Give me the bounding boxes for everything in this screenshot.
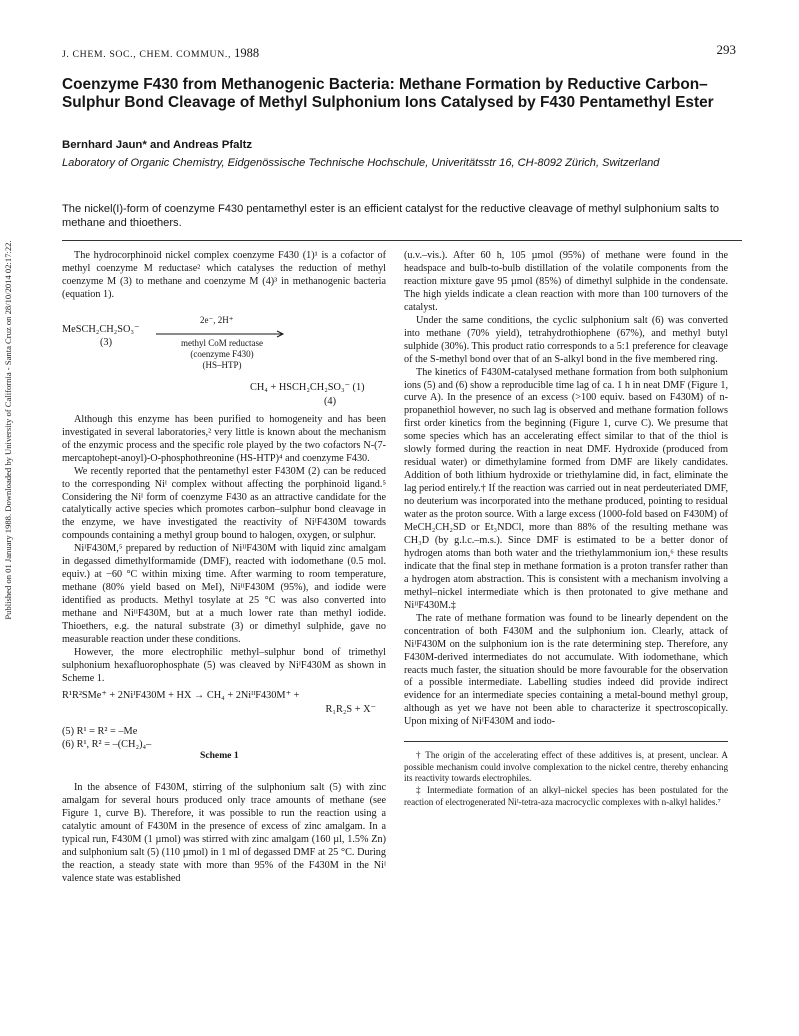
scheme-1 bbox=[62, 690, 386, 782]
condition-line: methyl CoM reductase bbox=[181, 337, 263, 348]
scheme-line: R₁R₂S + X⁻ bbox=[325, 703, 376, 715]
affiliation: Laboratory of Organic Chemistry, Eidgenössische Technische Hochschule, Univeritätsstr 16, CH-8092 Zürich, Switzerland bbox=[62, 157, 660, 169]
paragraph: The hydrocorphinoid nickel complex coenzyme F430 (1)¹ is a cofactor of methyl coenzyme M reductase² which catalyses the reduction of methyl coenzyme M (3) to methane and coenzyme M (4)³ in methanogenic bacteria (equation 1). bbox=[62, 250, 386, 300]
authors: Bernhard Jaun* and Andreas Pfaltz bbox=[62, 139, 253, 151]
paragraph: In the absence of F430M, stirring of the sulphonium salt (5) with zinc amalgam for several hours produced only trace amounts of methane (see Figure 1, curve B). Therefore, it was possible to run the reaction using a catalytic amount of F430M in the presence of excess of zinc amalgam. In a typical run, F430M (1 µmol) was stirred with zinc amalgam (160 µl, 1.5% Zn) and sulphonium salt (5) (110 µmol) in 1 ml of degassed DMF at 25 °C. During the reaction, a steady state with more than 95% of the F430M in the Niᴵ valence state was established bbox=[62, 781, 386, 884]
equation-reagents: 2e⁻, 2H⁺ bbox=[200, 314, 234, 325]
journal-year: 1988 bbox=[234, 46, 260, 60]
paragraph: Under the same conditions, the cyclic sulphonium salt (6) was converted into methane (70% yield), tetrahydrothiophene (67%), and methyl butyl sulphide (30%). This product ratio corresponds to a 5:1 preference for cleavage of the S-methyl bond over that of an S-alkyl bond in the five membered ring. bbox=[404, 314, 728, 365]
paragraph: (u.v.–vis.). After 60 h, 105 µmol (95%) of methane were found in the headspace and bulb-to-bulb distillation of the volatile components from the reaction mixture gave 95 µmol (85%) of dimethyl sulphide in the condensate. The high yields indicate a clean reaction with more than 100 turnovers of the catalyst. bbox=[404, 250, 728, 313]
scheme-caption: Scheme 1 bbox=[200, 749, 239, 761]
paragraph: The rate of methane formation was found to be linearly dependent on the concentration of both F430M and the sulphonium ion. Clearly, attack of NiᴵF430M on the sulphonium ion is the rate determining step. Therefore, any F430M-derived intermediates do not accumulate. With iodomethane, which reacts much faster, the situation should be more favourable for the observation of a possible intermediate. Labelling studies indeed did provide indirect evidence for an intermediate species containing a metal-bound methyl group, although as yet we have not been able to characterize it spectroscopically. Upon mixing of NiᴵF430M and iodo- bbox=[404, 612, 728, 728]
header-divider bbox=[62, 240, 742, 241]
paragraph: The kinetics of F430M-catalysed methane formation from both sulphonium ions (5) and (6) show a reproducible time lag of ca. 1 h in neat DMF (Figure 1, curve A). In the presence of an excess (>100 equiv. based on F430M) of n-propanethiol however, no such lag is observed and methane formation follows first order kinetics from the beginning (Figure 1, curve C). We presume that some species which has an accelerating effect similar to that of the thiol is slowly formed during the reaction in neat DMF. Hydroxide (produced from residual water) or dimethylamine formed from DMF are likely candidates. Addition of both lithium hydroxide or triethylamine did, in fact, eliminate the lag period entirely.† If the reaction was carried out in neat perdeuteriated DMF, no deuterium was incorporated into the methane produced, pointing to residual water as the proton source. With a large excess (1000-fold based on F430M) of MeCH₂CH₂SD or Et₃NDCl, more than 88% of the resulting methane was CH₃D (by g.l.c.–m.s.). Since DMF is estimated to be a better donor of hydrogen atoms than both water and the triethylammonium ion,⁶ these results indicate that the final step in methane formation is a proton transfer rather than a hydrogen atom abstraction. This is consistent with a mechanism involving a methyl–nickel intermediate which is then protonated to give methane and NiᴵᴵF430M.‡ bbox=[404, 366, 728, 611]
paragraph: Although this enzyme has been purified to homogeneity and has been investigated in several laboratories,² very little is known about the mechanism of the enzymic process and the specific role played by the two cofactors N-(7-mercaptohept-anoyl)-O-phosphothreonine (HS-HTP)⁴ and coenzyme F430. bbox=[62, 413, 386, 464]
condition-line: (coenzyme F430) bbox=[190, 348, 254, 359]
left-column bbox=[62, 250, 386, 885]
compound-number: (4) bbox=[324, 395, 337, 407]
scheme-line: (5) R¹ = R² = –Me bbox=[62, 725, 138, 737]
equation-products: CH₄ + HSCH₂CH₂SO₃⁻ (1) bbox=[250, 381, 365, 393]
footnote: ‡ Intermediate formation of an alkyl–nickel species has been postulated for the reaction of electrogenerated Niᴵ-tetra-aza macrocyclic complexes with n-alkyl halides.⁷ bbox=[404, 785, 728, 807]
scheme-line: (6) R¹, R² = –(CH₂)₄– bbox=[62, 738, 152, 750]
equation-reactant: MeSCH₂CH₂SO₃⁻ bbox=[62, 323, 140, 335]
equation-1 bbox=[62, 308, 386, 414]
condition-line: (HS–HTP) bbox=[202, 359, 242, 370]
download-watermark-text: Published on 01 January 1988. Downloaded by University of California - Santa Cruz on 28/10/2014 02:17:22. bbox=[3, 240, 13, 620]
footnote: † The origin of the accelerating effect of these additives is, at present, unclear. A possible mechanism could involve complexation to the nickel centre, thereby enhancing its reactivity towards electrophiles. bbox=[404, 750, 728, 784]
page-number: 293 bbox=[716, 42, 736, 57]
paragraph: NiᴵF430M,⁵ prepared by reduction of NiᴵᴵF430M with liquid zinc amalgam in degassed dimethylformamide (DMF), reacted with iodomethane (0.5 mol. equiv.) at −60 °C within mixing time. After warming to room temperature, methane (80% yield based on MeI), NiᴵᴵF430M (95%), and iodide were identified as products. Methyl tosylate at 25 °C was also converted into methane and NiᴵᴵF430M, but at a much lower rate than methyl iodide. Thioethers, e.g. the natural substrate (3) or dimethyl sulphide, gave no measurable reaction under these conditions. bbox=[62, 543, 386, 646]
download-watermark bbox=[1, 150, 15, 710]
running-head bbox=[62, 46, 259, 61]
abstract: The nickel(I)-form of coenzyme F430 pentamethyl ester is an efficient catalyst for the reductive cleavage of methyl sulphonium salts to methane and thioethers. bbox=[62, 203, 720, 230]
journal-name: J. CHEM. SOC., CHEM. COMMUN., bbox=[62, 49, 232, 60]
equation-conditions bbox=[154, 338, 290, 371]
right-column bbox=[404, 250, 728, 808]
compound-number: (3) bbox=[100, 336, 113, 348]
footnote-divider bbox=[404, 741, 728, 742]
paragraph: We recently reported that the pentamethyl ester F430M (2) can be reduced to the corresponding Niᴵ complex without affecting the porphinoid ligand.⁵ Considering the Niᴵ form of coenzyme F430 as an attractive candidate for the catalytically active species which promotes carbon–sulphur bond cleavage in the enzyme, we have investigated the reactivity of NiᴵF430M towards compounds containing a methyl group bound to halogen, oxygen, or sulphur. bbox=[62, 465, 386, 542]
article-title: Coenzyme F430 from Methanogenic Bacteria: Methane Formation by Reductive Carbon–Sulphur Bond Cleavage of Methyl Sulphonium Ions Catalysed by F430 Pentamethyl Ester bbox=[62, 76, 714, 112]
scheme-line: R¹R²SMe⁺ + 2NiᴵF430M + HX → CH₄ + 2NiᴵᴵF430M⁺ + bbox=[62, 689, 300, 701]
reaction-arrow-icon bbox=[156, 330, 286, 338]
paragraph: However, the more electrophilic methyl–sulphur bond of trimethyl sulphonium hexafluorophosphate (5) was cleaved by NiᴵF430M as shown in Scheme 1. bbox=[62, 646, 386, 684]
